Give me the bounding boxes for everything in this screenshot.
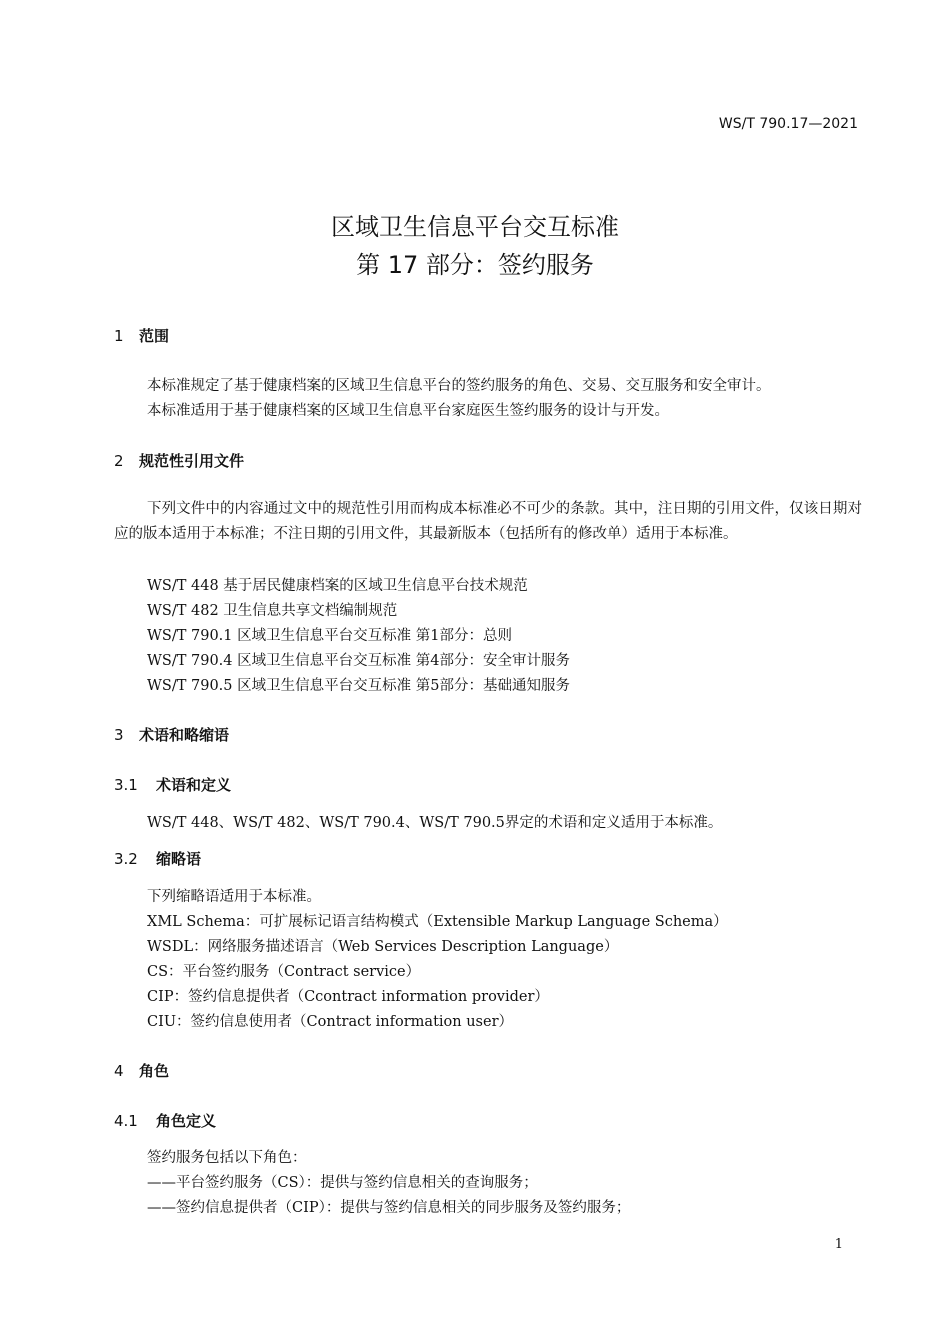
paragraph: WS/T 448、WS/T 482、WS/T 790.4、WS/T 790.5界定的术语和定义适用于本标准。 <box>147 815 723 831</box>
reference-item: WS/T 482 卫生信息共享文档编制规范 <box>147 603 398 619</box>
standard-code: WS/T 790.17—2021 <box>718 116 858 132</box>
section-title: 术语和定义 <box>156 776 232 794</box>
section-number: 4.1 <box>114 1112 138 1130</box>
abbreviation-item: XML Schema：可扩展标记语言结构模式（Extensible Markup Language Schema） <box>147 914 728 930</box>
role-item: ——签约信息提供者（CIP）：提供与签约信息相关的同步服务及签约服务； <box>147 1200 631 1216</box>
paragraph: 本标准适用于基于健康档案的区域卫生信息平台家庭医生签约服务的设计与开发。 <box>147 403 669 419</box>
role-item: ——平台签约服务（CS）：提供与签约信息相关的查询服务； <box>147 1175 538 1191</box>
section-3-2-heading <box>114 848 201 869</box>
section-title: 缩略语 <box>156 850 202 868</box>
document-subtitle: 第 17 部分：签约服务 <box>356 251 594 279</box>
section-1-heading <box>114 325 169 346</box>
reference-item: WS/T 448 基于居民健康档案的区域卫生信息平台技术规范 <box>147 578 528 594</box>
section-title: 规范性引用文件 <box>139 452 245 470</box>
paragraph: 下列缩略语适用于本标准。 <box>147 889 321 905</box>
section-title: 角色 <box>139 1062 170 1080</box>
reference-item: WS/T 790.1 区域卫生信息平台交互标准 第1部分：总则 <box>147 628 512 644</box>
section-4-heading <box>114 1060 169 1081</box>
section-number: 4 <box>114 1062 124 1080</box>
reference-item: WS/T 790.4 区域卫生信息平台交互标准 第4部分：安全审计服务 <box>147 653 570 669</box>
section-title: 术语和略缩语 <box>139 726 230 744</box>
page-number: 1 <box>834 1237 843 1252</box>
paragraph: 签约服务包括以下角色： <box>147 1150 307 1166</box>
paragraph: 本标准规定了基于健康档案的区域卫生信息平台的签约服务的角色、交易、交互服务和安全审计。 <box>147 378 771 394</box>
section-title: 角色定义 <box>156 1112 217 1130</box>
section-number: 2 <box>114 452 124 470</box>
document-title: 区域卫生信息平台交互标准 <box>331 213 619 241</box>
section-number: 3 <box>114 726 124 744</box>
abbreviation-item: CS：平台签约服务（Contract service） <box>147 964 421 980</box>
section-number: 3.1 <box>114 776 138 794</box>
section-title: 范围 <box>139 327 170 345</box>
section-2-heading <box>114 450 244 471</box>
reference-item: WS/T 790.5 区域卫生信息平台交互标准 第5部分：基础通知服务 <box>147 678 570 694</box>
abbreviation-item: CIP：签约信息提供者（Ccontract information provider） <box>147 989 549 1005</box>
section-number: 3.2 <box>114 850 138 868</box>
section-3-heading <box>114 724 229 745</box>
section-4-1-heading <box>114 1110 216 1131</box>
abbreviation-item: CIU：签约信息使用者（Contract information user） <box>147 1014 513 1030</box>
section-3-1-heading <box>114 774 231 795</box>
section-number: 1 <box>114 327 124 345</box>
paragraph: 下列文件中的内容通过文中的规范性引用而构成本标准必不可少的条款。其中，注日期的引用文件，仅该日期对应的版本适用于本标准；不注日期的引用文件，其最新版本（包括所有的修改单）适用于本标准。 <box>114 501 862 542</box>
abbreviation-item: WSDL：网络服务描述语言（Web Services Description Language） <box>147 939 619 955</box>
